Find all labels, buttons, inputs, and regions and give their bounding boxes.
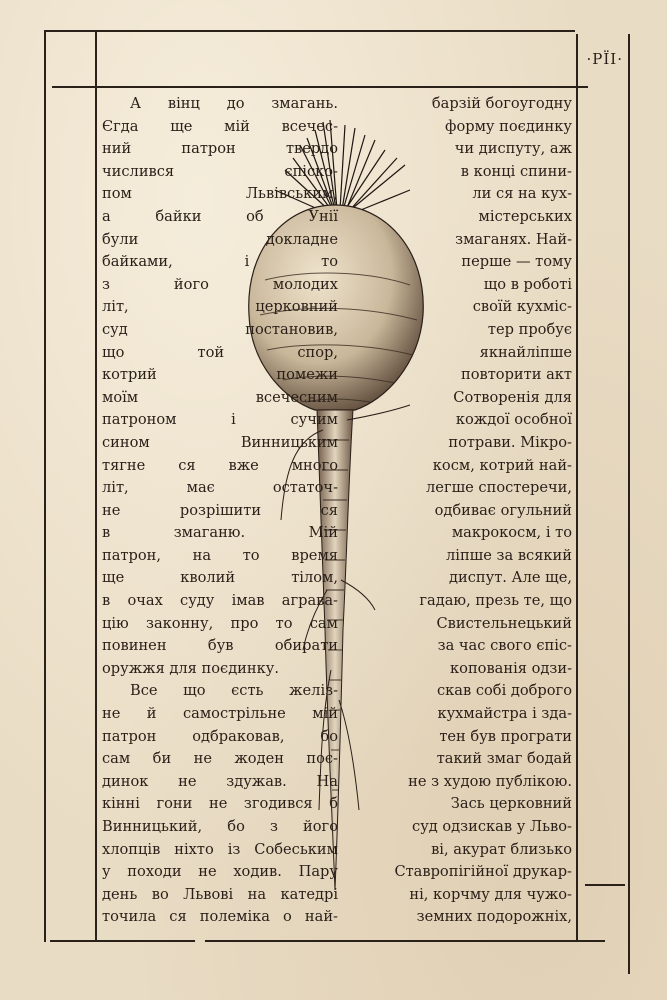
left-line-3: ний патрон твердо <box>102 140 338 158</box>
frame-bottom-rule <box>50 940 195 942</box>
right-line-34: ві, акурат близько <box>431 840 572 858</box>
left-line-22: ще кволий тілом, <box>102 569 338 587</box>
left-line-13: котрий помежи <box>102 366 338 384</box>
right-line-15: кождої особної <box>455 411 572 429</box>
left-line-29: патрон одбраковав, бо <box>102 727 338 745</box>
left-line-19: не розрішити ся <box>102 501 338 519</box>
left-line-25: повинен був обирати <box>102 637 338 655</box>
left-text-column <box>102 93 338 929</box>
left-line-2: Єгда ще мій всечес- <box>102 117 338 135</box>
left-line-16: сином Винницьким <box>102 433 338 451</box>
right-line-22: диспут. Але ще, <box>449 569 572 587</box>
frame-right-inner-rule <box>576 34 578 940</box>
right-line-2: форму поєдинку <box>445 117 572 135</box>
frame-right-rule <box>628 34 630 974</box>
left-line-12: що той спор, <box>102 343 338 361</box>
right-line-13: повторити акт <box>461 366 572 384</box>
left-line-28: не й самострільне мій <box>102 705 338 723</box>
left-line-32: кінні гони не згодився б <box>102 795 338 813</box>
left-line-24: цію законну, про то сам <box>102 614 338 632</box>
right-line-4: в конці спини- <box>460 162 572 180</box>
left-line-35: у походи не ходив. Пару <box>102 863 338 881</box>
left-line-31: динок не здужав. На <box>102 772 338 790</box>
right-line-25: за час свого єпіс- <box>437 637 572 655</box>
page-number: ·РЇІ· <box>586 50 623 68</box>
right-line-1: барзій богоугодну <box>431 95 572 112</box>
left-line-9: з його молодих <box>102 275 338 293</box>
left-line-6: а байки об Унії <box>102 207 338 225</box>
right-line-28: кухмайстра і зда- <box>437 705 572 723</box>
right-line-26: копованія одзи- <box>450 659 572 677</box>
right-line-6: містерських <box>478 207 572 225</box>
left-line-15: патроном і сучим <box>102 411 338 429</box>
right-line-37: земних подорожніх, <box>416 908 572 926</box>
left-line-20: в змаганю. Мій <box>102 524 338 542</box>
left-line-8: байками, і то <box>102 253 338 271</box>
left-line-30: сам би не жоден поє- <box>102 750 338 768</box>
frame-top-rule <box>44 30 575 32</box>
left-line-23: в очах суду імав агрaва- <box>102 592 338 610</box>
right-line-23: гадаю, презь те, що <box>419 592 572 610</box>
right-line-9: що в роботі <box>483 275 572 293</box>
right-line-8: перше — тому <box>461 253 572 271</box>
right-line-11: тер пробує <box>487 320 572 338</box>
right-line-10: своїй кухміс- <box>472 298 572 316</box>
right-line-20: макрокосм, і то <box>451 524 572 542</box>
left-line-10: літ, церковний <box>102 298 338 316</box>
right-line-36: ні, корчму для чужо- <box>409 885 572 903</box>
left-line-17: тягне ся вже много <box>102 456 338 474</box>
left-line-33: Винницький, бо з його <box>102 818 338 835</box>
right-line-16: потрави. Мікро- <box>448 433 572 451</box>
right-line-35: Ставропігійної друкар- <box>394 863 572 881</box>
right-line-31: не з худою публікою. <box>408 772 572 790</box>
right-line-33: суд одзискав у Льво- <box>412 818 572 835</box>
left-line-4: числився єпіско- <box>102 162 338 180</box>
frame-bottom-rule-right <box>205 940 605 942</box>
frame-left-rule <box>44 30 46 942</box>
right-line-29: тен був програти <box>439 727 572 745</box>
right-line-17: косм, котрий най- <box>432 456 572 474</box>
left-line-11: суд постановив, <box>102 320 338 338</box>
left-line-37: точила ся полеміка о най- <box>102 908 338 926</box>
left-line-7: були докладне <box>102 230 338 248</box>
frame-left-inner-rule <box>95 30 97 942</box>
right-line-30: такий змаг бодай <box>436 750 572 768</box>
frame-header-rule <box>52 86 588 88</box>
right-line-12: якнайліпше <box>479 343 572 361</box>
right-line-14: Сотворенія для <box>453 388 572 406</box>
right-line-18: легше спостеречи, <box>426 479 572 497</box>
left-line-21: патрон, на то время <box>102 546 338 564</box>
left-line-18: літ, має остаточ- <box>102 479 338 497</box>
right-text-column <box>330 93 572 929</box>
right-line-21: ліпше за всякий <box>446 546 572 564</box>
left-line-5: пом Львівським, <box>102 185 338 203</box>
left-line-27: Все що єсть желіз- <box>130 682 338 700</box>
right-line-32: Зась церковний <box>450 795 572 813</box>
right-line-3: чи диспуту, аж <box>454 140 572 158</box>
right-line-24: Свистельнецький <box>436 614 572 632</box>
right-line-19: одбиває огульний <box>434 501 572 519</box>
left-line-36: день во Львові на катедрі <box>102 885 338 903</box>
frame-right-tick <box>585 884 625 886</box>
left-line-34: хлопців ніхто із Собеським <box>102 840 338 858</box>
right-line-27: скав собі доброго <box>436 682 572 700</box>
left-line-26: оружжя для поєдинку. <box>102 659 279 677</box>
right-line-5: ли ся на кух- <box>472 185 572 203</box>
right-line-7: змаганях. Най- <box>455 230 572 248</box>
left-line-14: моїм всечесним <box>102 388 338 406</box>
left-line-1: А вінц до змагань. <box>130 95 338 112</box>
